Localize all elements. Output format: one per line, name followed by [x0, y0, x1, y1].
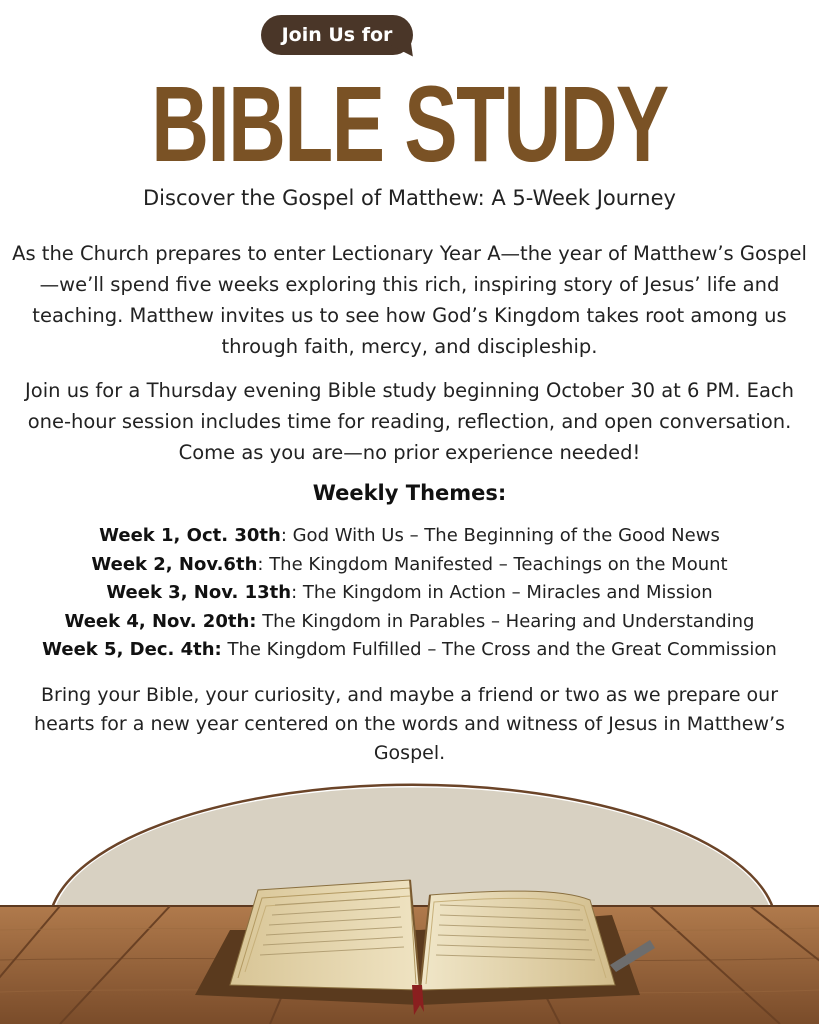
badge-tail: [391, 43, 413, 60]
week-theme: God With Us – The Beginning of the Good News: [286, 525, 720, 546]
bible-on-table-illustration: [0, 760, 819, 1024]
intro-paragraph: As the Church prepares to enter Lectionary Year A—the year of Matthew’s Gospel—we’ll spend five weeks exploring this rich, inspiring story of Jesus’ life and teaching. Matthew invites us to see how God’s Kingdom takes root among us through faith, mercy, and discipleship.: [12, 242, 807, 358]
subtitle: Discover the Gospel of Matthew: A 5-Week Journey: [143, 186, 676, 210]
week-label: Week 5, Dec. 4th:: [42, 639, 222, 660]
week-item: [0, 636, 819, 665]
week-theme: The Kingdom Manifested – Teachings on the Mount: [263, 553, 728, 575]
week-separator: :: [291, 582, 298, 603]
week-theme: The Kingdom in Parables – Hearing and Understanding: [256, 610, 755, 632]
week-label: Week 4, Nov. 20th:: [64, 610, 257, 632]
schedule-paragraph: Join us for a Thursday evening Bible study beginning October 30 at 6 PM. Each one-hour session includes time for reading, reflection, and open conversation. Come as you are—no prior experience needed!: [25, 379, 794, 464]
week-item: [0, 608, 819, 637]
week-separator: :: [280, 525, 287, 546]
page-title: BIBLE STUDY: [151, 63, 668, 184]
week-theme: The Kingdom Fulfilled – The Cross and the Great Commission: [221, 639, 777, 660]
week-item: [0, 522, 819, 551]
weekly-themes-heading: Weekly Themes:: [312, 481, 507, 505]
week-item: [0, 551, 819, 580]
weekly-themes-list: [0, 522, 819, 665]
week-label: Week 3, Nov. 13th: [106, 582, 292, 603]
week-separator: :: [257, 553, 264, 575]
week-label: Week 2, Nov.6th: [91, 553, 258, 575]
week-item: [0, 579, 819, 608]
arch-backdrop: [55, 787, 770, 908]
closing-paragraph: Bring your Bible, your curiosity, and maybe a friend or two as we prepare our hearts for a new year centered on the words and witness of Jesus in Matthew’s Gospel.: [34, 684, 785, 764]
week-label: Week 1, Oct. 30th: [99, 525, 281, 546]
join-us-badge: [261, 15, 413, 55]
badge-text: Join Us for: [281, 24, 393, 46]
week-theme: The Kingdom in Action – Miracles and Mission: [297, 582, 713, 603]
